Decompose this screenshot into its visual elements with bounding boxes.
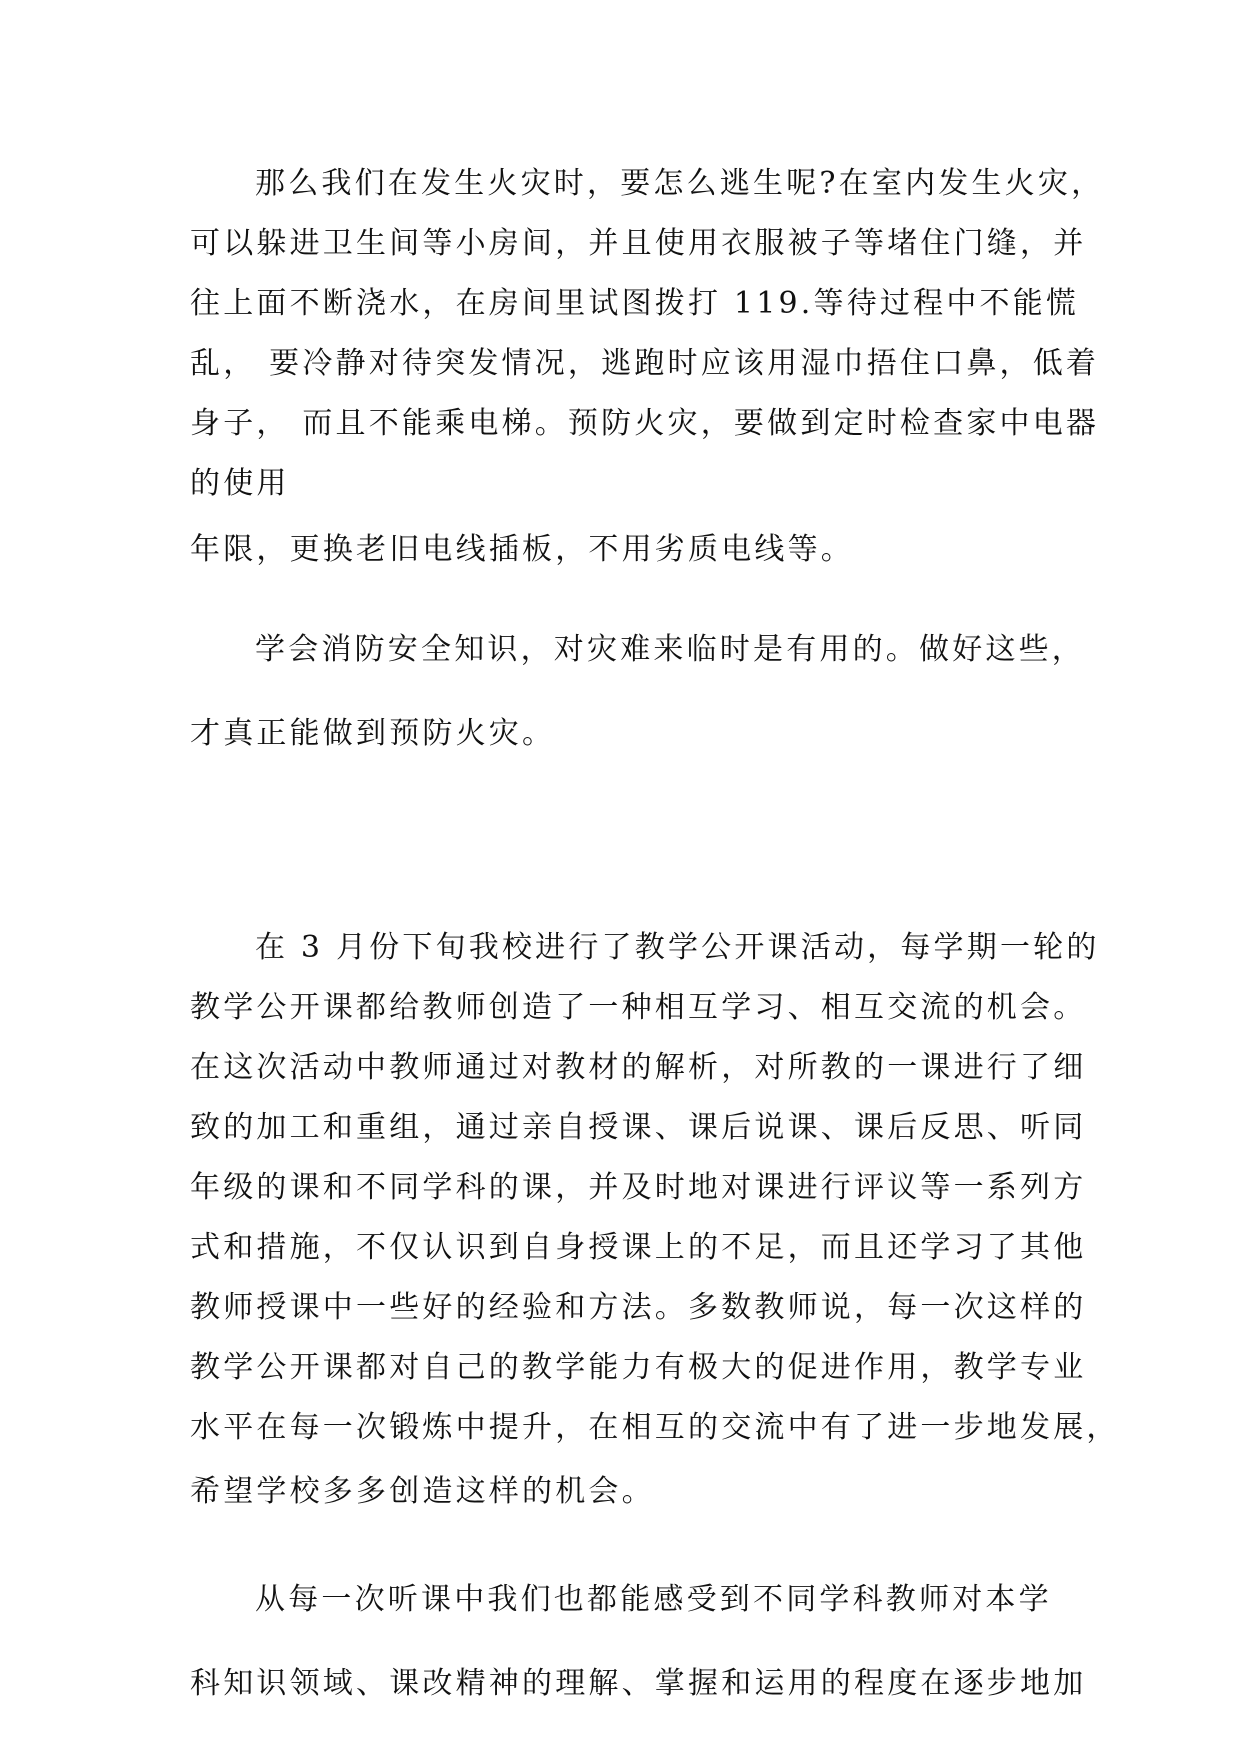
paragraph-4-line-10: 希望学校多多创造这样的机会。 (190, 1474, 655, 1509)
paragraph-1-line-4: 乱， 要冷静对待突发情况，逃跑时应该用湿巾捂住口鼻，低着 (190, 346, 1100, 381)
paragraph-5-line-2: 科知识领域、课改精神的理解、掌握和运用的程度在逐步地加 (190, 1666, 1087, 1701)
paragraph-3-line-2: 才真正能做到预防火灾。 (190, 716, 556, 751)
paragraph-1-line-3: 往上面不断浇水，在房间里试图拨打 119.等待过程中不能慌 (190, 286, 1080, 321)
paragraph-1-line-1: 那么我们在发生火灾时，要怎么逃生呢?在室内发生火灾， (255, 166, 1105, 201)
paragraph-5-line-1: 从每一次听课中我们也都能感受到不同学科教师对本学 (255, 1582, 1052, 1617)
paragraph-4-line-8: 教学公开课都对自己的教学能力有极大的促进作用，教学专业 (190, 1350, 1087, 1385)
paragraph-1-line-5: 身子， 而且不能乘电梯。预防火灾，要做到定时检查家中电器 (190, 406, 1100, 441)
paragraph-4-line-2: 教学公开课都给教师创造了一种相互学习、相互交流的机会。 (190, 990, 1087, 1025)
paragraph-4-line-5: 年级的课和不同学科的课，并及时地对课进行评议等一系列方 (190, 1170, 1087, 1205)
paragraph-2-line-1: 年限，更换老旧电线插板，不用劣质电线等。 (190, 532, 854, 567)
paragraph-1-line-6: 的使用 (190, 466, 290, 501)
paragraph-4-line-1: 在 3 月份下旬我校进行了教学公开课活动，每学期一轮的 (255, 930, 1100, 965)
paragraph-4-line-6: 式和措施，不仅认识到自身授课上的不足，而且还学习了其他 (190, 1230, 1087, 1265)
paragraph-3-line-1: 学会消防安全知识，对灾难来临时是有用的。做好这些， (255, 632, 1085, 667)
paragraph-1-line-2: 可以躲进卫生间等小房间，并且使用衣服被子等堵住门缝，并 (190, 226, 1087, 261)
paragraph-4-line-3: 在这次活动中教师通过对教材的解析，对所教的一课进行了细 (190, 1050, 1087, 1085)
paragraph-4-line-4: 致的加工和重组，通过亲自授课、课后说课、课后反思、听同 (190, 1110, 1087, 1145)
paragraph-4-line-7: 教师授课中一些好的经验和方法。多数教师说，每一次这样的 (190, 1290, 1087, 1325)
paragraph-4-line-9: 水平在每一次锻炼中提升，在相互的交流中有了进一步地发展， (190, 1410, 1120, 1445)
